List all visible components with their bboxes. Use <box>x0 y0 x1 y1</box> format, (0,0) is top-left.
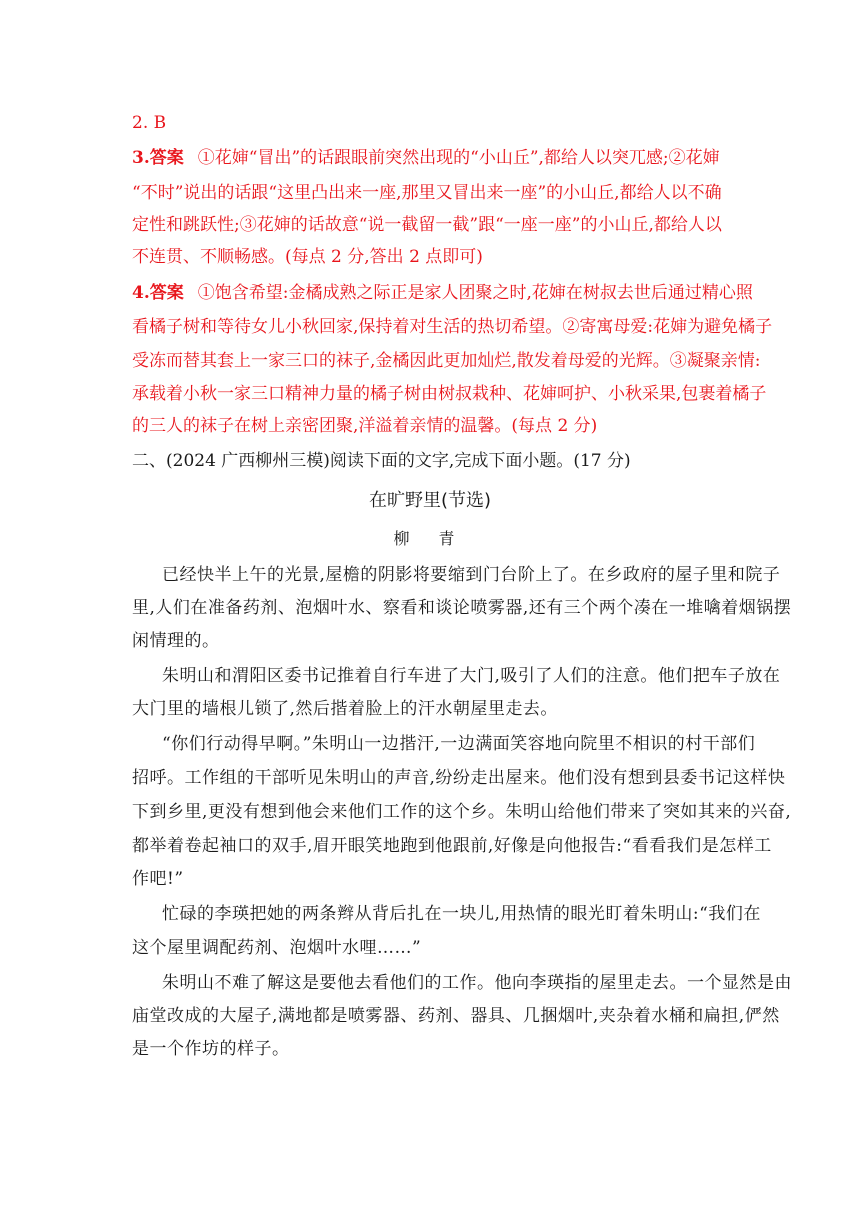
answer-q4-line-4: 承载着小秋一家三口精神力量的橘子树由树叔栽种、花婶呵护、小秋采果,包裹着橘子 <box>132 384 767 404</box>
paragraph-1-line-2: 里,人们在准备药剂、泡烟叶水、察看和谈论喷雾器,还有三个两个凑在一堆噙着烟锅摆 <box>132 598 792 618</box>
paragraph-1-line-1: 已经快半上午的光景,屋檐的阴影将要缩到门台阶上了。在乡政府的屋子里和院子 <box>162 565 781 585</box>
section-heading: 二、(2024 广西柳州三模)阅读下面的文字,完成下面小题。(17 分) <box>132 451 631 471</box>
answer-q4-number: 4. <box>132 283 150 303</box>
paragraph-4-line-1: 忙碌的李瑛把她的两条辫从背后扎在一块儿,用热情的眼光盯着朱明山:“我们在 <box>162 904 761 924</box>
paragraph-2-line-1: 朱明山和渭阳区委书记推着自行车进了大门,吸引了人们的注意。他们把车子放在 <box>162 666 781 686</box>
answer-q3-text: ①花婶“冒出”的话跟眼前突然出现的“小山丘”,都给人以突兀感;②花婶 <box>197 148 720 168</box>
paragraph-3-line-5: 作吧!” <box>132 869 184 889</box>
answer-q3-line-1 <box>132 147 732 169</box>
answer-q3-line-4: 不连贯、不顺畅感。(每点 2 分,答出 2 点即可) <box>132 247 483 267</box>
paragraph-5-line-2: 庙堂改成的大屋子,满地都是喷雾器、药剂、器具、几捆烟叶,夹杂着水桶和扁担,俨然 <box>132 1006 780 1026</box>
answer-q3-label: 答案 <box>149 148 184 168</box>
paragraph-5-line-3: 是一个作坊的样子。 <box>132 1039 290 1059</box>
answer-q4-line-1 <box>132 282 753 304</box>
article-author: 柳 青 <box>393 529 467 548</box>
paragraph-5-line-1: 朱明山不难了解这是要他去看他们的工作。他向李瑛指的屋里走去。一个显然是由 <box>162 973 792 993</box>
paragraph-3-line-1: “你们行动得早啊。”朱明山一边揩汗,一边满面笑容地向院里不相识的村干部们 <box>162 734 756 754</box>
answer-q4-text: ①饱含希望:金橘成熟之际正是家人团聚之时,花婶在树叔去世后通过精心照 <box>197 283 753 303</box>
answer-q3-line-2: “不时”说出的话跟“这里凸出来一座,那里又冒出来一座”的小山丘,都给人以不确 <box>132 183 722 203</box>
answer-q2: 2. B <box>132 113 167 133</box>
paragraph-3-line-2: 招呼。工作组的干部听见朱明山的声音,纷纷走出屋来。他们没有想到县委书记这样快 <box>132 768 786 788</box>
paragraph-3-line-3: 下到乡里,更没有想到他会来他们工作的这个乡。朱明山给他们带来了突如其来的兴奋, <box>132 802 792 822</box>
answer-q3-line-3: 定性和跳跃性;③花婶的话故意“说一截留一截”跟“一座一座”的小山丘,都给人以 <box>132 215 722 235</box>
paragraph-3-line-4: 都举着卷起袖口的双手,眉开眼笑地跑到他跟前,好像是向他报告:“看看我们是怎样工 <box>132 836 772 856</box>
paragraph-4-line-2: 这个屋里调配药剂、泡烟叶水哩……” <box>132 938 422 958</box>
paragraph-1-line-3: 闲情理的。 <box>132 631 220 651</box>
answer-q4-line-2: 看橘子树和等待女儿小秋回家,保持着对生活的热切希望。②寄寓母爱:花婶为避免橘子 <box>132 317 773 337</box>
answer-q4-line-3: 受冻而替其套上一家三口的袜子,金橘因此更加灿烂,散发着母爱的光辉。③凝聚亲情: <box>132 351 761 371</box>
article-title: 在旷野里(节选) <box>368 490 492 511</box>
paragraph-2-line-2: 大门里的墙根儿锁了,然后揩着脸上的汗水朝屋里走去。 <box>132 699 558 719</box>
answer-q3-number: 3. <box>132 148 150 168</box>
answer-q4-label: 答案 <box>149 283 184 303</box>
answer-q4-line-5: 的三人的袜子在树上亲密团聚,洋溢着亲情的温馨。(每点 2 分) <box>132 416 598 436</box>
